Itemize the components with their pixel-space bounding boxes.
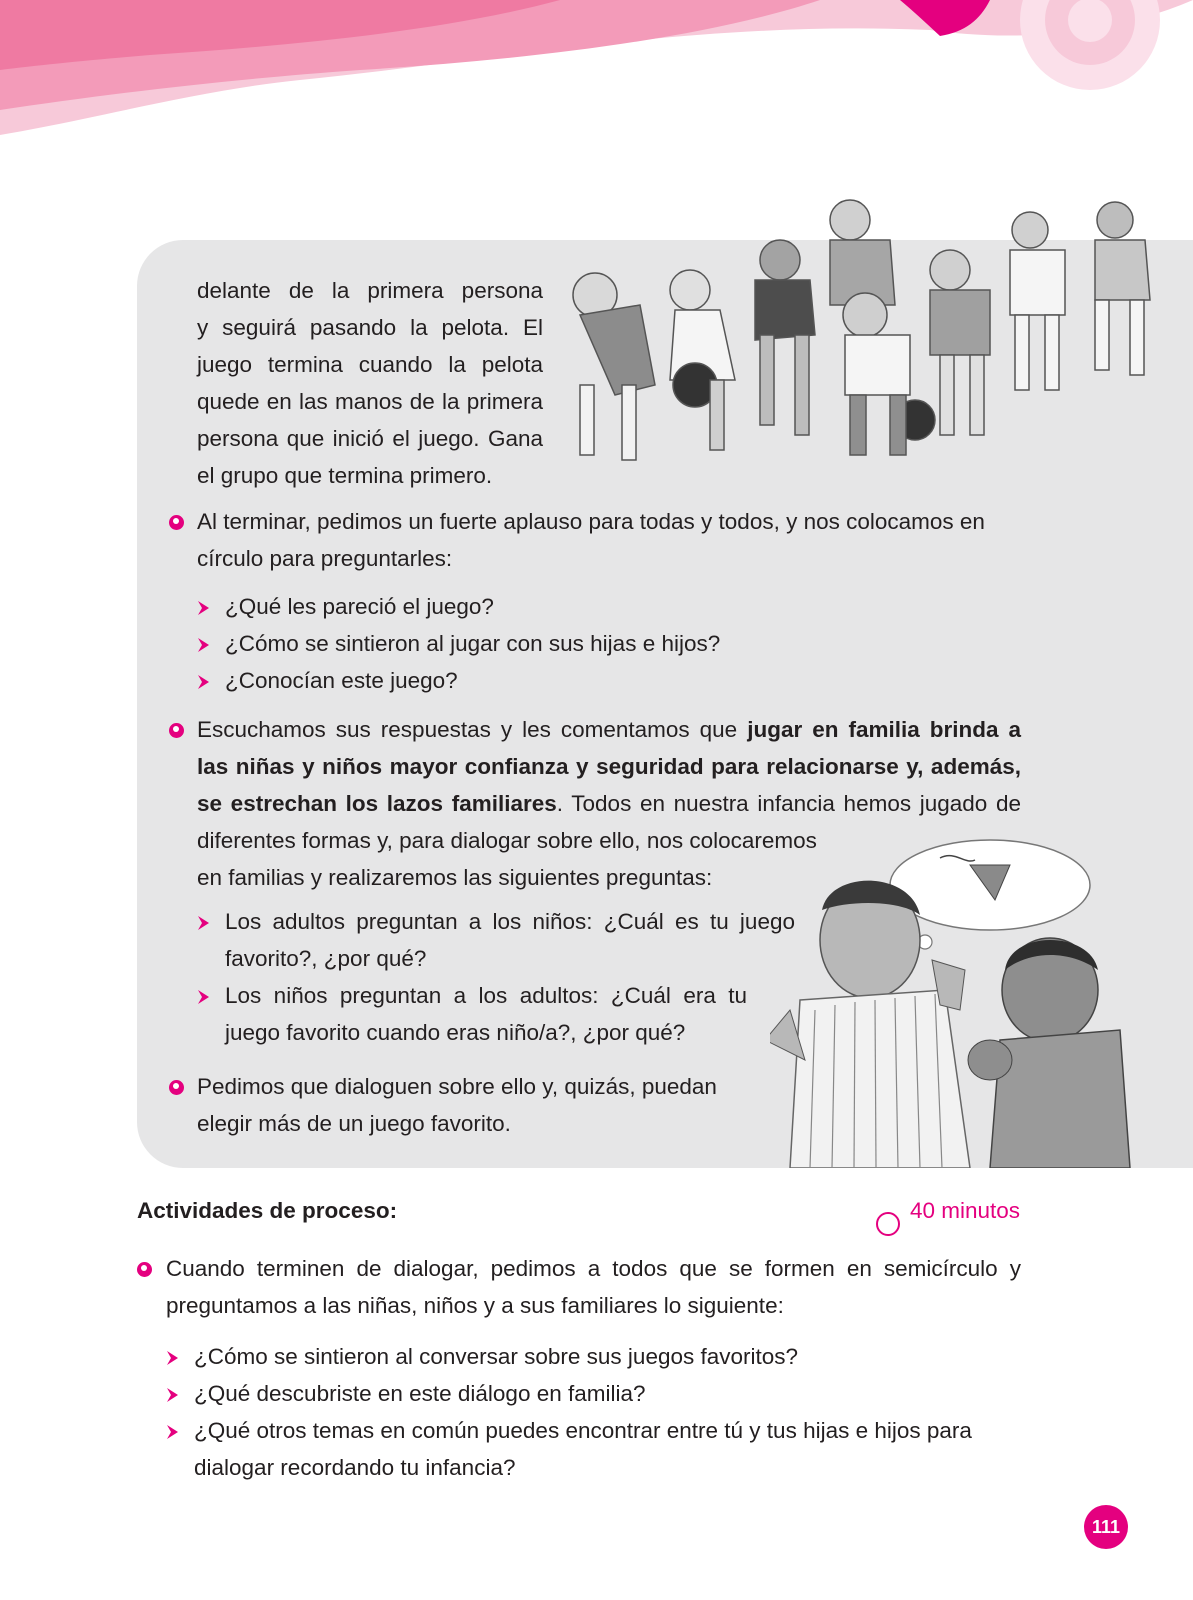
bullet-icon [137, 1262, 152, 1277]
paragraph-line: elegir más de un juego favorito. [197, 1111, 511, 1136]
chevron-right-icon [166, 1387, 180, 1403]
paragraph-line: Al terminar, pedimos un fuerte aplauso para todas y todos, y nos colocamos en [197, 509, 985, 534]
duration-label: 40 minutos [910, 1198, 1021, 1223]
intro-paragraph [197, 272, 543, 494]
paragraph-bold-text: jugar en familia brinda a [747, 717, 1021, 742]
question-item: ¿Cómo se sintieron al jugar con sus hijas e hijos? [225, 631, 721, 656]
paragraph-line [197, 785, 1021, 822]
paragraph-line: círculo para preguntarles: [197, 546, 453, 571]
bullet-icon [169, 515, 184, 530]
chevron-right-icon [166, 1424, 180, 1440]
question-item: ¿Qué les pareció el juego? [225, 594, 494, 619]
question-item [225, 903, 795, 977]
question-item: ¿Qué descubriste en este diálogo en familia? [194, 1381, 646, 1406]
paragraph-line: diferentes formas y, para dialogar sobre ello, nos colocaremos [197, 828, 817, 853]
paragraph-line: preguntamos a las niñas, niños y a sus familiares lo siguiente: [166, 1293, 784, 1318]
question-line: favorito?, ¿por qué? [225, 946, 427, 971]
process-heading: Actividades de proceso: [137, 1198, 398, 1223]
paragraph-text: . Todos en nuestra infancia hemos jugado de [556, 791, 1021, 816]
bullet-icon [169, 1080, 184, 1095]
bullet-icon [169, 723, 184, 738]
bullet-paragraph [166, 1250, 1021, 1324]
paragraph-line: Cuando terminen de dialogar, pedimos a todos que se formen en semicírculo y [166, 1256, 1021, 1281]
question-item [225, 977, 747, 1051]
man-and-boy-talking-illustration [770, 830, 1193, 1168]
chevron-right-icon [197, 915, 211, 931]
intro-line: persona que inició el juego. Gana [197, 426, 543, 451]
bullet-paragraph [197, 503, 1027, 577]
question-line: juego favorito cuando eras niño/a?, ¿por qué? [225, 1020, 686, 1045]
chevron-right-icon [166, 1350, 180, 1366]
intro-line: el grupo que termina primero. [197, 463, 493, 488]
top-decorative-banner [0, 0, 1193, 140]
paragraph-line [197, 748, 1021, 785]
chevron-right-icon [197, 674, 211, 690]
paragraph-text: Escuchamos sus respuestas y les comentamos que [197, 717, 748, 742]
question-line: ¿Qué otros temas en común puedes encontrar entre tú y tus hijas e hijos para [194, 1418, 972, 1443]
intro-line: delante de la primera persona [197, 278, 543, 303]
chevron-right-icon [197, 637, 211, 653]
page-number: 111 [1084, 1505, 1128, 1549]
intro-line: juego termina cuando la pelota [197, 352, 543, 377]
question-item: ¿Cómo se sintieron al conversar sobre sus juegos favoritos? [194, 1344, 799, 1369]
children-playing-ball-illustration [560, 195, 1165, 485]
intro-line: quede en las manos de la primera [197, 389, 543, 414]
paragraph-line: Pedimos que dialoguen sobre ello y, quizás, puedan [197, 1074, 717, 1099]
intro-line: y seguirá pasando la pelota. El [197, 315, 543, 340]
paragraph-bold-text: se estrechan los lazos familiares [197, 791, 557, 816]
question-item [194, 1412, 1024, 1486]
chevron-right-icon [197, 600, 211, 616]
paragraph-line: en familias y realizaremos las siguientes preguntas: [197, 865, 713, 890]
bullet-paragraph [197, 1068, 757, 1142]
paragraph-line [197, 711, 1021, 748]
paragraph-bold-text: las niñas y niños mayor confianza y seguridad para relacionarse y, además, [197, 754, 1021, 779]
question-line: Los niños preguntan a los adultos: ¿Cuál era tu [225, 983, 747, 1008]
question-line: dialogar recordando tu infancia? [194, 1455, 516, 1480]
clock-icon [876, 1212, 900, 1236]
chevron-right-icon [197, 989, 211, 1005]
question-item: ¿Conocían este juego? [225, 668, 458, 693]
question-line: Los adultos preguntan a los niños: ¿Cuál es tu juego [225, 909, 795, 934]
